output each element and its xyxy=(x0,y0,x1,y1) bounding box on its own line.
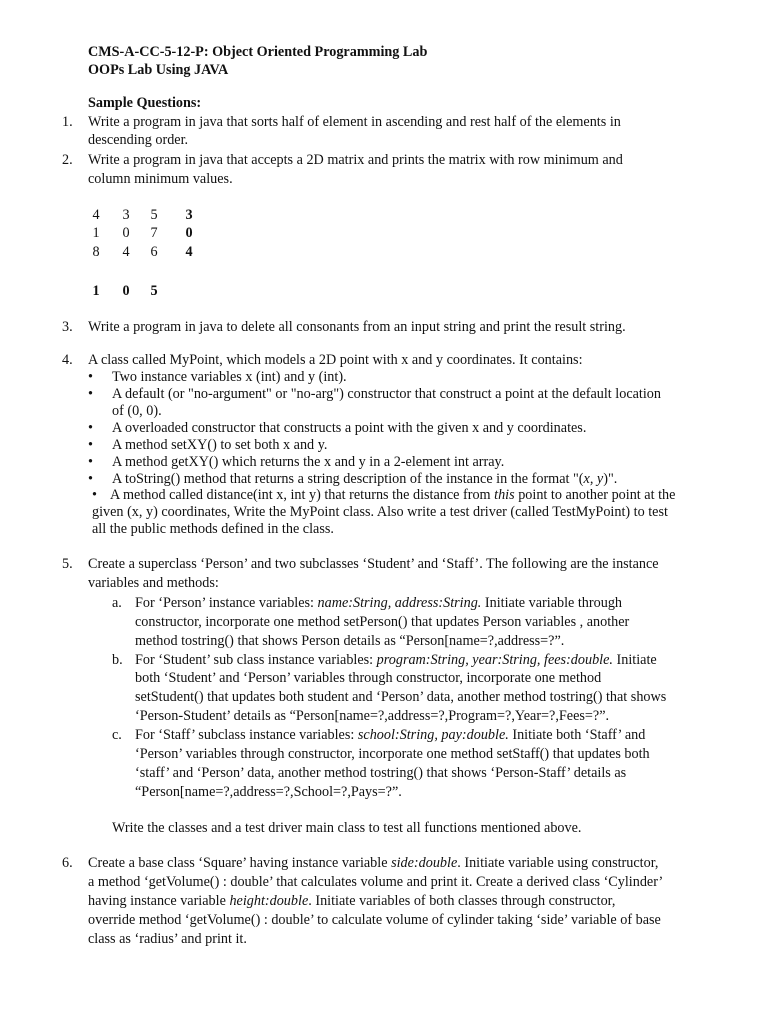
bullet-text: given (x, y) coordinates, Write the MyPoint class. Also write a test driver (called TestMyPoint) to test xyxy=(92,504,668,520)
subitem-text: ‘Person’ variables through constructor, incorporate one method setStaff() that updates both xyxy=(135,746,650,762)
subitem-label: c. xyxy=(112,727,122,743)
bullet-text: A toString() method that returns a string description of the instance in the format "(x, y)". xyxy=(112,471,618,487)
col-min-value: 1 xyxy=(92,283,100,299)
matrix-cell: 3 xyxy=(122,207,130,223)
matrix-cell: 7 xyxy=(150,225,158,241)
bullet-icon: • xyxy=(92,487,97,503)
matrix-cell: 8 xyxy=(92,244,100,260)
matrix-cell: 6 xyxy=(150,244,158,260)
question-text-line: Create a superclass ‘Person’ and two subclasses ‘Student’ and ‘Staff’. The following are the instance xyxy=(88,556,659,572)
question-text-line: Write a program in java to delete all consonants from an input string and print the result string. xyxy=(88,319,626,335)
subitem-text: ‘Person-Student’ details as “Person[name=?,address=?,Program=?,Year=?,Fees=?”. xyxy=(135,708,610,724)
subitem-text: “Person[name=?,address=?,School=?,Pays=?”. xyxy=(135,784,402,800)
bullet-text: all the public methods defined in the class. xyxy=(92,521,334,537)
subitem-text: method tostring() that shows Person details as “Person[name=?,address=?”. xyxy=(135,633,565,649)
question-text-line: Write a program in java that accepts a 2D matrix and prints the matrix with row minimum and xyxy=(88,152,623,168)
subitem-text: both ‘Student’ and ‘Person’ variables through constructor, incorporate one method xyxy=(135,670,602,686)
bullet-text: A method setXY() to set both x and y. xyxy=(112,437,328,453)
question-closing-text: Write the classes and a test driver main class to test all functions mentioned above. xyxy=(112,820,582,836)
subitem-text: For ‘Person’ instance variables: name:String, address:String. Initiate variable through xyxy=(135,595,623,611)
question-text-line: column minimum values. xyxy=(88,171,233,187)
question-text-line: variables and methods: xyxy=(88,575,219,591)
subitem-text: For ‘Staff’ subclass instance variables: school:String, pay:double. Initiate both ‘Staff’ and xyxy=(135,727,646,743)
question-text-line: class as ‘radius’ and print it. xyxy=(88,931,247,947)
bullet-text: A default (or "no-argument" or "no-arg") constructor that construct a point at the default location xyxy=(112,386,661,402)
question-number: 5. xyxy=(62,556,73,572)
subitem-text: ‘staff’ and ‘Person’ data, another method tostring() that shows ‘Person-Staff’ details as xyxy=(135,765,627,781)
question-text-line: A class called MyPoint, which models a 2D point with x and y coordinates. It contains: xyxy=(88,352,583,368)
subitem-label: b. xyxy=(112,652,123,668)
bullet-icon: • xyxy=(88,437,93,453)
bullet-icon: • xyxy=(88,386,93,402)
sample-questions-heading: Sample Questions: xyxy=(88,95,202,111)
bullet-icon: • xyxy=(88,471,93,487)
question-text-line: Create a base class ‘Square’ having instance variable side:double. Initiate variable using constructor, xyxy=(88,855,659,871)
question-number: 4. xyxy=(62,352,73,368)
bullet-text: Two instance variables x (int) and y (int). xyxy=(112,369,347,385)
bullet-icon: • xyxy=(88,420,93,436)
subitem-text: setStudent() that updates both student and ‘Person’ data, another method tostring() that shows xyxy=(135,689,667,705)
course-title: CMS-A-CC-5-12-P: Object Oriented Programming Lab xyxy=(88,44,428,60)
question-text-line: a method ‘getVolume() : double’ that calculates volume and print it. Create a derived class ‘Cylinder’ xyxy=(88,874,664,890)
row-min-value: 4 xyxy=(185,244,193,260)
bullet-icon: • xyxy=(88,454,93,470)
bullet-text: of (0, 0). xyxy=(112,403,162,419)
bullet-text: A method called distance(int x, int y) that returns the distance from this point to another point at the xyxy=(110,487,676,503)
question-number: 1. xyxy=(62,114,73,130)
matrix-cell: 0 xyxy=(122,225,130,241)
row-min-value: 3 xyxy=(185,207,193,223)
row-min-value: 0 xyxy=(185,225,193,241)
matrix-cell: 4 xyxy=(122,244,130,260)
question-number: 2. xyxy=(62,152,73,168)
subitem-text: constructor, incorporate one method setPerson() that updates Person variables , another xyxy=(135,614,630,630)
question-text-line: having instance variable height:double. Initiate variables of both classes through constructor, xyxy=(88,893,616,909)
bullet-text: A method getXY() which returns the x and y in a 2-element int array. xyxy=(112,454,505,470)
bullet-icon: • xyxy=(88,369,93,385)
question-text-line: descending order. xyxy=(88,132,189,148)
course-subtitle: OOPs Lab Using JAVA xyxy=(88,62,229,78)
bullet-text: A overloaded constructor that constructs a point with the given x and y coordinates. xyxy=(112,420,587,436)
col-min-value: 5 xyxy=(150,283,158,299)
question-text-line: Write a program in java that sorts half of element in ascending and rest half of the elements in xyxy=(88,114,621,130)
matrix-cell: 1 xyxy=(92,225,100,241)
question-text-line: override method ‘getVolume() : double’ to calculate volume of cylinder taking ‘side’ variable of base xyxy=(88,912,661,928)
col-min-value: 0 xyxy=(122,283,130,299)
question-number: 6. xyxy=(62,855,73,871)
matrix-cell: 4 xyxy=(92,207,100,223)
subitem-text: For ‘Student’ sub class instance variables: program:String, year:String, fees:double. Initiate xyxy=(135,652,657,668)
subitem-label: a. xyxy=(112,595,122,611)
matrix-cell: 5 xyxy=(150,207,158,223)
question-number: 3. xyxy=(62,319,73,335)
